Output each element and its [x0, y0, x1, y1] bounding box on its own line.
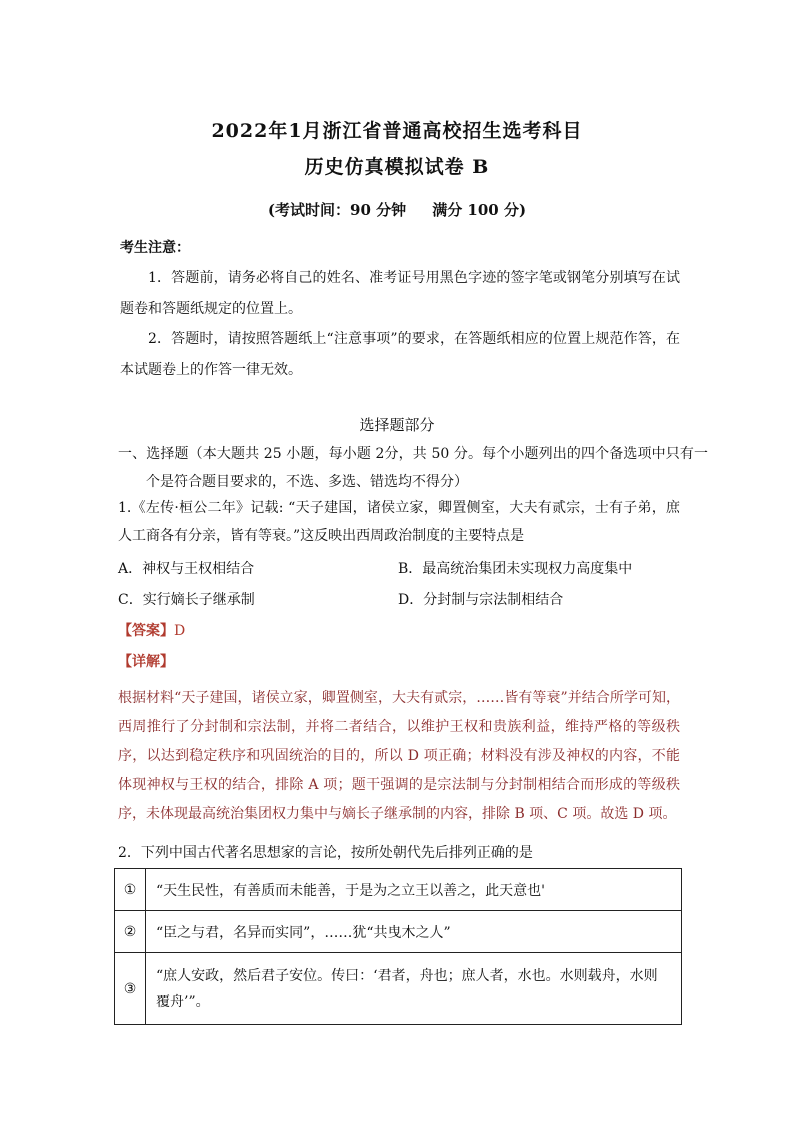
question-2-stem: 2．下列中国古代著名思想家的言论，按所处朝代先后排列正确的是	[118, 845, 533, 861]
row-number: ①	[115, 869, 146, 911]
question-2-quote-table	[114, 868, 682, 1025]
question-1-option-d: D．分封制与宗法制相结合	[398, 592, 564, 608]
quote-text: “天生民性，有善质而未能善，于是为之立王以善之，此天意也'	[146, 869, 682, 911]
answer-label: 【答案】	[118, 623, 174, 639]
question-1-answer	[118, 620, 185, 640]
quote-text: “臣之与君，名异而实同”，……犹“共曳木之人”	[146, 911, 682, 953]
notice-item-1: 1．答题前，请务必将自己的姓名、准考证号用黑色字迹的签字笔或钢笔分别填写在试题卷和答题纸规定的位置上。	[120, 270, 680, 317]
row-number: ②	[115, 911, 146, 953]
table-row	[115, 911, 682, 953]
quote-text: “庶人安政，然后君子安位。传曰：‘君者，舟也；庶人者，水也。水则载舟，水则覆舟’”。	[146, 953, 682, 1025]
notice-item-2: 2．答题时，请按照答题纸上“注意事项”的要求，在答题纸相应的位置上规范作答，在本试题卷上的作答一律无效。	[120, 331, 680, 378]
detail-label: 【详解】	[118, 654, 174, 670]
question-1-stem: 1.《左传·桓公二年》记载: “天子建国，诸侯立家，卿置侧室，大夫有贰宗，士有子弟，庶人工商各有分亲，皆有等衰。”这反映出西周政治制度的主要特点是	[118, 500, 680, 544]
exam-title-line1: 2022年1月浙江省普通高校招生选考科目	[211, 120, 583, 142]
table-row	[115, 953, 682, 1025]
choice-instructions: 一、选择题（本大题共 25 小题，每小题 2分，共 50 分。每个小题列出的四个备选项中只有一个是符合题目要求的，不选、多选、错选均不得分）	[118, 446, 708, 490]
question-1-option-a: A．神权与王权相结合	[118, 561, 255, 577]
question-1-option-c: C．实行嫡长子继承制	[118, 592, 255, 608]
question-1-option-b: B．最高统治集团未实现权力高度集中	[398, 561, 633, 577]
section-title: 选择题部分	[359, 416, 435, 434]
exam-time-and-score: (考试时间：90 分钟 满分 100 分)	[267, 201, 527, 219]
exam-title-line2: 历史仿真模拟试卷 B	[304, 156, 490, 178]
answer-value: D	[174, 623, 186, 639]
question-1-explanation: 根据材料“天子建国，诸侯立家，卿置侧室，大夫有贰宗，……皆有等衰”并结合所学可知，西周推行了分封制和宗法制，并将二者结合，以维护王权和贵族利益，维持严格的等级秩序，以达到稳定秩序和巩固统治的目的，所以 D 项正确；材料没有涉及神权的内容，不能体现神权与王权的结合，排除 A 项；题干强调的是宗法制与分封制相结合而形成的等级秩序，未体现最高统治集团权力集中与嫡长子继承制的内容，排除 B 项、C 项。故选 D 项。	[118, 690, 680, 822]
table-row	[115, 869, 682, 911]
notice-heading: 考生注意：	[120, 240, 190, 256]
row-number: ③	[115, 953, 146, 1025]
